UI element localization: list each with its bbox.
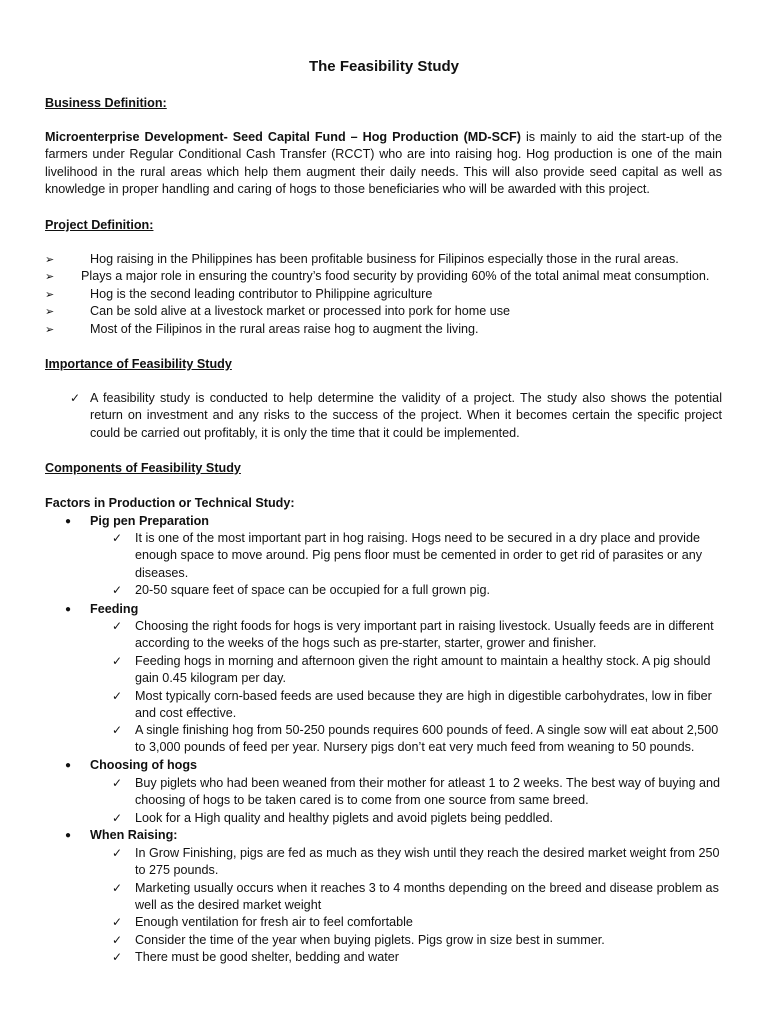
- business-definition-lead: Microenterprise Development- Seed Capital Fund – Hog Production (MD-SCF): [45, 130, 521, 144]
- checkmark-icon: ✓: [112, 811, 123, 825]
- checklist-item-text: Most typically corn-based feeds are used because they are high in digestible carbohydrates, low in fiber and cost effective.: [135, 689, 712, 721]
- checklist-item-text: Buy piglets who had been weaned from their mother for atleast 1 to 2 weeks. The best way of buying and choosing of hogs to be taken cared is to come from one source from same breed.: [135, 776, 721, 808]
- checkmark-icon: ✓: [112, 933, 123, 947]
- checklist-item-text: A single finishing hog from 50-250 pounds requires 600 pounds of feed. A single sow will eat about 2,500 to 3,000 pounds of feed per year. Nursery pigs don’t eat very much feed from weaning to 50 pounds.: [135, 723, 719, 755]
- checkmark-icon: ✓: [112, 950, 123, 964]
- arrow-bullet-icon: ➢: [45, 323, 55, 336]
- components-heading: Components of Feasibility Study: [45, 461, 241, 475]
- page-title: The Feasibility Study: [308, 58, 460, 75]
- checklist-item-text: Look for a High quality and healthy piglets and avoid piglets being peddled.: [135, 811, 553, 825]
- checklist-item-text: In Grow Finishing, pigs are fed as much as they wish until they reach the desired market weight from 250 to 275 pounds.: [135, 846, 720, 878]
- arrow-bullet-icon: ➢: [45, 253, 55, 266]
- bullet-dot-icon: ●: [65, 830, 72, 841]
- checkmark-icon: ✓: [112, 846, 123, 860]
- section-title: When Raising:: [90, 828, 178, 842]
- business-definition-paragraph: [45, 129, 722, 199]
- checkmark-icon: ✓: [70, 391, 81, 405]
- project-definition-heading: Project Definition:: [45, 218, 154, 232]
- checklist-item-text: Consider the time of the year when buying piglets. Pigs grow in size best in summer.: [135, 933, 605, 947]
- importance-heading: Importance of Feasibility Study: [45, 357, 232, 371]
- bullet-dot-icon: ●: [65, 604, 72, 615]
- checkmark-icon: ✓: [112, 881, 123, 895]
- arrow-bullet-icon: ➢: [45, 288, 55, 301]
- checkmark-icon: ✓: [112, 531, 123, 545]
- business-definition-body: is mainly to aid the start-up of the farmers under Regular Conditional Cash Transfer (RCCT) who are into raising hog. Hog production is one of the main livelihood in the rural areas which help them augment their daily needs. This will also provide seed capital as well as knowledge in proper handling and caring of hogs to those beneficiaries who will be awarded with this project.: [45, 130, 722, 197]
- checklist-item-text: Enough ventilation for fresh air to feel comfortable: [135, 915, 413, 929]
- checklist-item-text: Feeding hogs in morning and afternoon given the right amount to maintain a healthy stock. A pig should gain 0.45 kilogram per day.: [135, 654, 711, 686]
- checkmark-icon: ✓: [112, 776, 123, 790]
- checklist-item-text: Choosing the right foods for hogs is very important part in raising livestock. Usually feeds are in different according to the weeks of the hogs such as pre-starter, starter, grower and finisher.: [135, 619, 714, 651]
- project-list-item-text: Hog is the second leading contributor to Philippine agriculture: [90, 287, 433, 301]
- checklist-item-text: Marketing usually occurs when it reaches 3 to 4 months depending on the breed and disease problem as well as the desired market weight: [135, 881, 719, 913]
- project-list-item-text: Hog raising in the Philippines has been profitable business for Filipinos especially those in the rural areas.: [90, 252, 679, 266]
- arrow-bullet-icon: ➢: [45, 305, 55, 318]
- checkmark-icon: ✓: [112, 723, 123, 737]
- business-definition-heading: Business Definition:: [45, 96, 167, 110]
- bullet-dot-icon: ●: [65, 760, 72, 771]
- arrow-bullet-icon: ➢: [45, 270, 55, 283]
- checkmark-icon: ✓: [112, 619, 123, 633]
- checklist-item-text: 20-50 square feet of space can be occupied for a full grown pig.: [135, 583, 490, 597]
- checkmark-icon: ✓: [112, 583, 123, 597]
- checklist-item-text: It is one of the most important part in hog raising. Hogs need to be secured in a dry place and provide enough space to move around. Pig pens floor must be cemented in order to get rid of parasites or any diseases.: [135, 531, 703, 580]
- project-list-item-text: Can be sold alive at a livestock market or processed into pork for home use: [90, 304, 510, 318]
- checklist-item-text: There must be good shelter, bedding and water: [135, 950, 399, 964]
- project-list-item-text: Plays a major role in ensuring the country’s food security by providing 60% of the total animal meat consumption.: [81, 269, 710, 283]
- section-title: Pig pen Preparation: [90, 514, 209, 528]
- section-title: Choosing of hogs: [90, 758, 198, 772]
- checkmark-icon: ✓: [112, 915, 123, 929]
- project-list-item-text: Most of the Filipinos in the rural areas raise hog to augment the living.: [90, 322, 479, 336]
- checkmark-icon: ✓: [112, 689, 123, 703]
- technical-study-subheading: Factors in Production or Technical Study:: [45, 496, 295, 510]
- importance-text: A feasibility study is conducted to help determine the validity of a project. The study also shows the potential return on investment and any risks to the success of the project. When it becomes certain the specific project could be carried out profitably, it is only the time that it could be implemented.: [90, 391, 722, 440]
- section-title: Feeding: [90, 602, 139, 616]
- checkmark-icon: ✓: [112, 654, 123, 668]
- bullet-dot-icon: ●: [65, 516, 72, 527]
